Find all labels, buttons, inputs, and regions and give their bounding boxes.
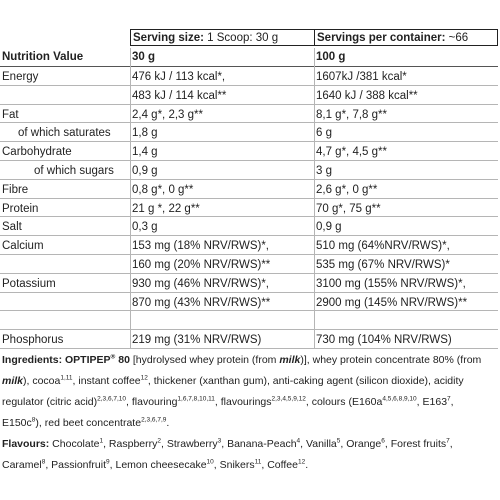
flavours-text: [2, 438, 453, 471]
footnote-ref: 4,5,6,8,9,10: [382, 395, 417, 403]
serving-header-divider: [314, 29, 315, 46]
text-segment: Chocolate: [49, 438, 100, 450]
value-30g: 0,8 g*, 0 g**: [132, 183, 194, 196]
flavours-paragraph: [2, 434, 496, 476]
row-divider: [0, 216, 498, 217]
row-label: Protein: [2, 202, 39, 215]
value-100g: 0,9 g: [316, 221, 342, 234]
value-100g: 2900 mg (145% NRV/RWS)**: [316, 296, 468, 309]
col-header-nutrition-value: Nutrition Value: [2, 51, 84, 63]
text-segment: , instant coffee: [72, 375, 141, 387]
ingredients-paragraph: [2, 350, 496, 434]
text-segment: ), cocoa: [23, 375, 61, 387]
footnote-ref: 8: [41, 458, 46, 466]
value-30g: 930 mg (46% NRV/RWS)*,: [132, 277, 269, 290]
row-divider: [0, 122, 498, 123]
text-segment: , Snikers: [213, 459, 255, 471]
value-100g: 730 mg (104% NRV/RWS): [316, 334, 452, 347]
row-divider: [0, 348, 498, 349]
row-divider: [0, 141, 498, 142]
value-30g: 1,8 g: [132, 127, 158, 140]
value-100g: 3 g: [316, 165, 332, 177]
ingredients-label: Ingredients:: [2, 354, 63, 366]
serving-size-value: 1 Scoop: 30 g: [207, 32, 279, 44]
text-segment: , flavouring: [126, 396, 178, 408]
footnote-ref: 7: [446, 437, 450, 445]
footnote-ref: 12: [297, 458, 306, 466]
value-30g: 2,4 g*, 2,3 g**: [132, 108, 203, 121]
product-registered-mark: ®: [110, 353, 116, 361]
text-segment: , Orange: [340, 438, 382, 450]
row-divider: [0, 310, 498, 311]
footnote-ref: 11: [254, 458, 262, 466]
row-divider: [0, 273, 498, 274]
row-label: Phosphorus: [2, 334, 64, 347]
footnote-ref: 9: [106, 458, 110, 466]
footnote-ref: 2,3,6,7,9: [141, 416, 167, 424]
text-segment: , Strawberry: [161, 438, 218, 450]
footnote-ref: 2,3,6,7,10: [97, 395, 127, 403]
allergen-milk: milk: [2, 375, 24, 387]
text-segment: , Passionfruit: [45, 459, 107, 471]
footnote-ref: 1,6,7,8,10,11: [177, 395, 215, 403]
value-30g: 0,3 g: [132, 221, 158, 234]
text-segment: .: [305, 459, 309, 471]
value-30g: 0,9 g: [132, 165, 158, 177]
ingredients-product-name: [65, 354, 130, 366]
value-30g: 219 mg (31% NRV/RWS): [132, 334, 262, 347]
row-label: Calcium: [2, 240, 44, 253]
text-segment: , colours (E160a: [305, 396, 383, 408]
column-divider: [130, 48, 131, 348]
footnote-ref: 10: [206, 458, 214, 466]
value-100g: 510 mg (64%NRV/RWS)*,: [316, 240, 450, 253]
row-label: Salt: [2, 221, 22, 234]
value-30g: 1,4 g: [132, 146, 158, 159]
row-label: of which sugars: [34, 165, 114, 177]
footnote-ref: 8: [31, 416, 36, 424]
row-label: of which saturates: [18, 127, 111, 140]
value-100g: 1640 kJ / 388 kcal**: [316, 89, 418, 102]
col-header-100g: 100 g: [316, 51, 346, 63]
servings-per-container: [317, 31, 468, 45]
footnote-ref: 2: [157, 437, 161, 445]
text-segment: )], whey protein concentrate 80% (from: [300, 354, 482, 366]
value-100g: 1607kJ /381 kcal*: [316, 71, 407, 83]
value-100g: 2,6 g*, 0 g**: [316, 183, 378, 196]
value-100g: 70 g*, 75 g**: [316, 202, 381, 215]
text-segment: , Lemon cheesecake: [109, 459, 207, 471]
footnote-ref: 1: [99, 437, 104, 445]
row-divider: [0, 85, 498, 86]
value-30g: 483 kJ / 114 kcal**: [132, 89, 227, 102]
text-segment: .: [166, 417, 170, 429]
value-100g: 3100 mg (155% NRV/RWS)*,: [316, 277, 466, 290]
row-label: Carbohydrate: [2, 146, 72, 159]
footnote-ref: 5: [336, 437, 341, 445]
footnote-ref: 7: [447, 395, 451, 403]
footnote-ref: 4: [296, 437, 301, 445]
col-header-30g: 30 g: [132, 51, 156, 63]
value-30g: 476 kJ / 113 kcal*,: [132, 71, 226, 83]
value-30g: 21 g *, 22 g**: [132, 202, 200, 215]
value-100g: 4,7 g*, 4,5 g**: [316, 146, 387, 159]
text-segment: , Forest fruits: [384, 438, 447, 450]
text-segment: , Vanilla: [300, 438, 337, 450]
row-label: Energy: [2, 71, 39, 83]
text-segment: ), red beet concentrate: [35, 417, 142, 429]
text-segment: [hydrolysed whey protein (from: [129, 354, 280, 366]
row-divider: [0, 198, 498, 199]
footnote-ref: 12: [140, 374, 148, 382]
value-30g: 153 mg (18% NRV/RWS)*,: [132, 240, 269, 253]
flavours-label: Flavours:: [2, 438, 50, 450]
value-30g: 870 mg (43% NRV/RWS)**: [132, 296, 271, 309]
text-segment: , Caramel: [2, 438, 453, 471]
text-segment: , Raspberry: [103, 438, 158, 450]
row-divider: [0, 254, 498, 255]
row-divider: [0, 160, 498, 161]
text-segment: , E163: [416, 396, 448, 408]
serving-size-label: Serving size:: [133, 32, 204, 44]
text-segment: , E150c: [2, 396, 454, 429]
value-100g: 8,1 g*, 7,8 g**: [316, 108, 387, 121]
row-divider: [0, 235, 498, 236]
row-label: Fat: [2, 108, 19, 121]
value-100g: 535 mg (67% NRV/RWS)*: [316, 259, 450, 271]
column-divider: [314, 48, 315, 348]
row-divider: [0, 329, 498, 330]
footnote-ref: 1,11: [60, 374, 73, 382]
servings-label: Servings per container:: [317, 32, 446, 44]
product-name: OPTIPEP: [65, 354, 111, 366]
row-label: Potassium: [2, 277, 56, 290]
footnote-ref: 2,3,4,5,9,12: [271, 395, 306, 403]
row-divider: [0, 66, 498, 67]
row-divider: [0, 179, 498, 180]
row-divider: [0, 292, 498, 293]
text-segment: , thickener (xanthan gum), anti-caking agent (silicon dioxide), acidity regulator (citric acid): [2, 375, 464, 408]
product-number: 80: [118, 354, 130, 366]
row-divider: [0, 104, 498, 105]
allergen-milk: milk: [279, 354, 301, 366]
footnote-ref: 3: [217, 437, 222, 445]
serving-size: [133, 31, 278, 45]
row-label: Fibre: [2, 183, 29, 196]
value-100g: 6 g: [316, 127, 332, 140]
text-segment: , Banana-Peach: [221, 438, 297, 450]
text-segment: , Coffee: [261, 459, 298, 471]
footnote-ref: 6: [381, 437, 385, 445]
value-30g: 160 mg (20% NRV/RWS)**: [132, 259, 271, 271]
text-segment: , flavourings: [214, 396, 272, 408]
servings-value: ~66: [448, 32, 469, 44]
